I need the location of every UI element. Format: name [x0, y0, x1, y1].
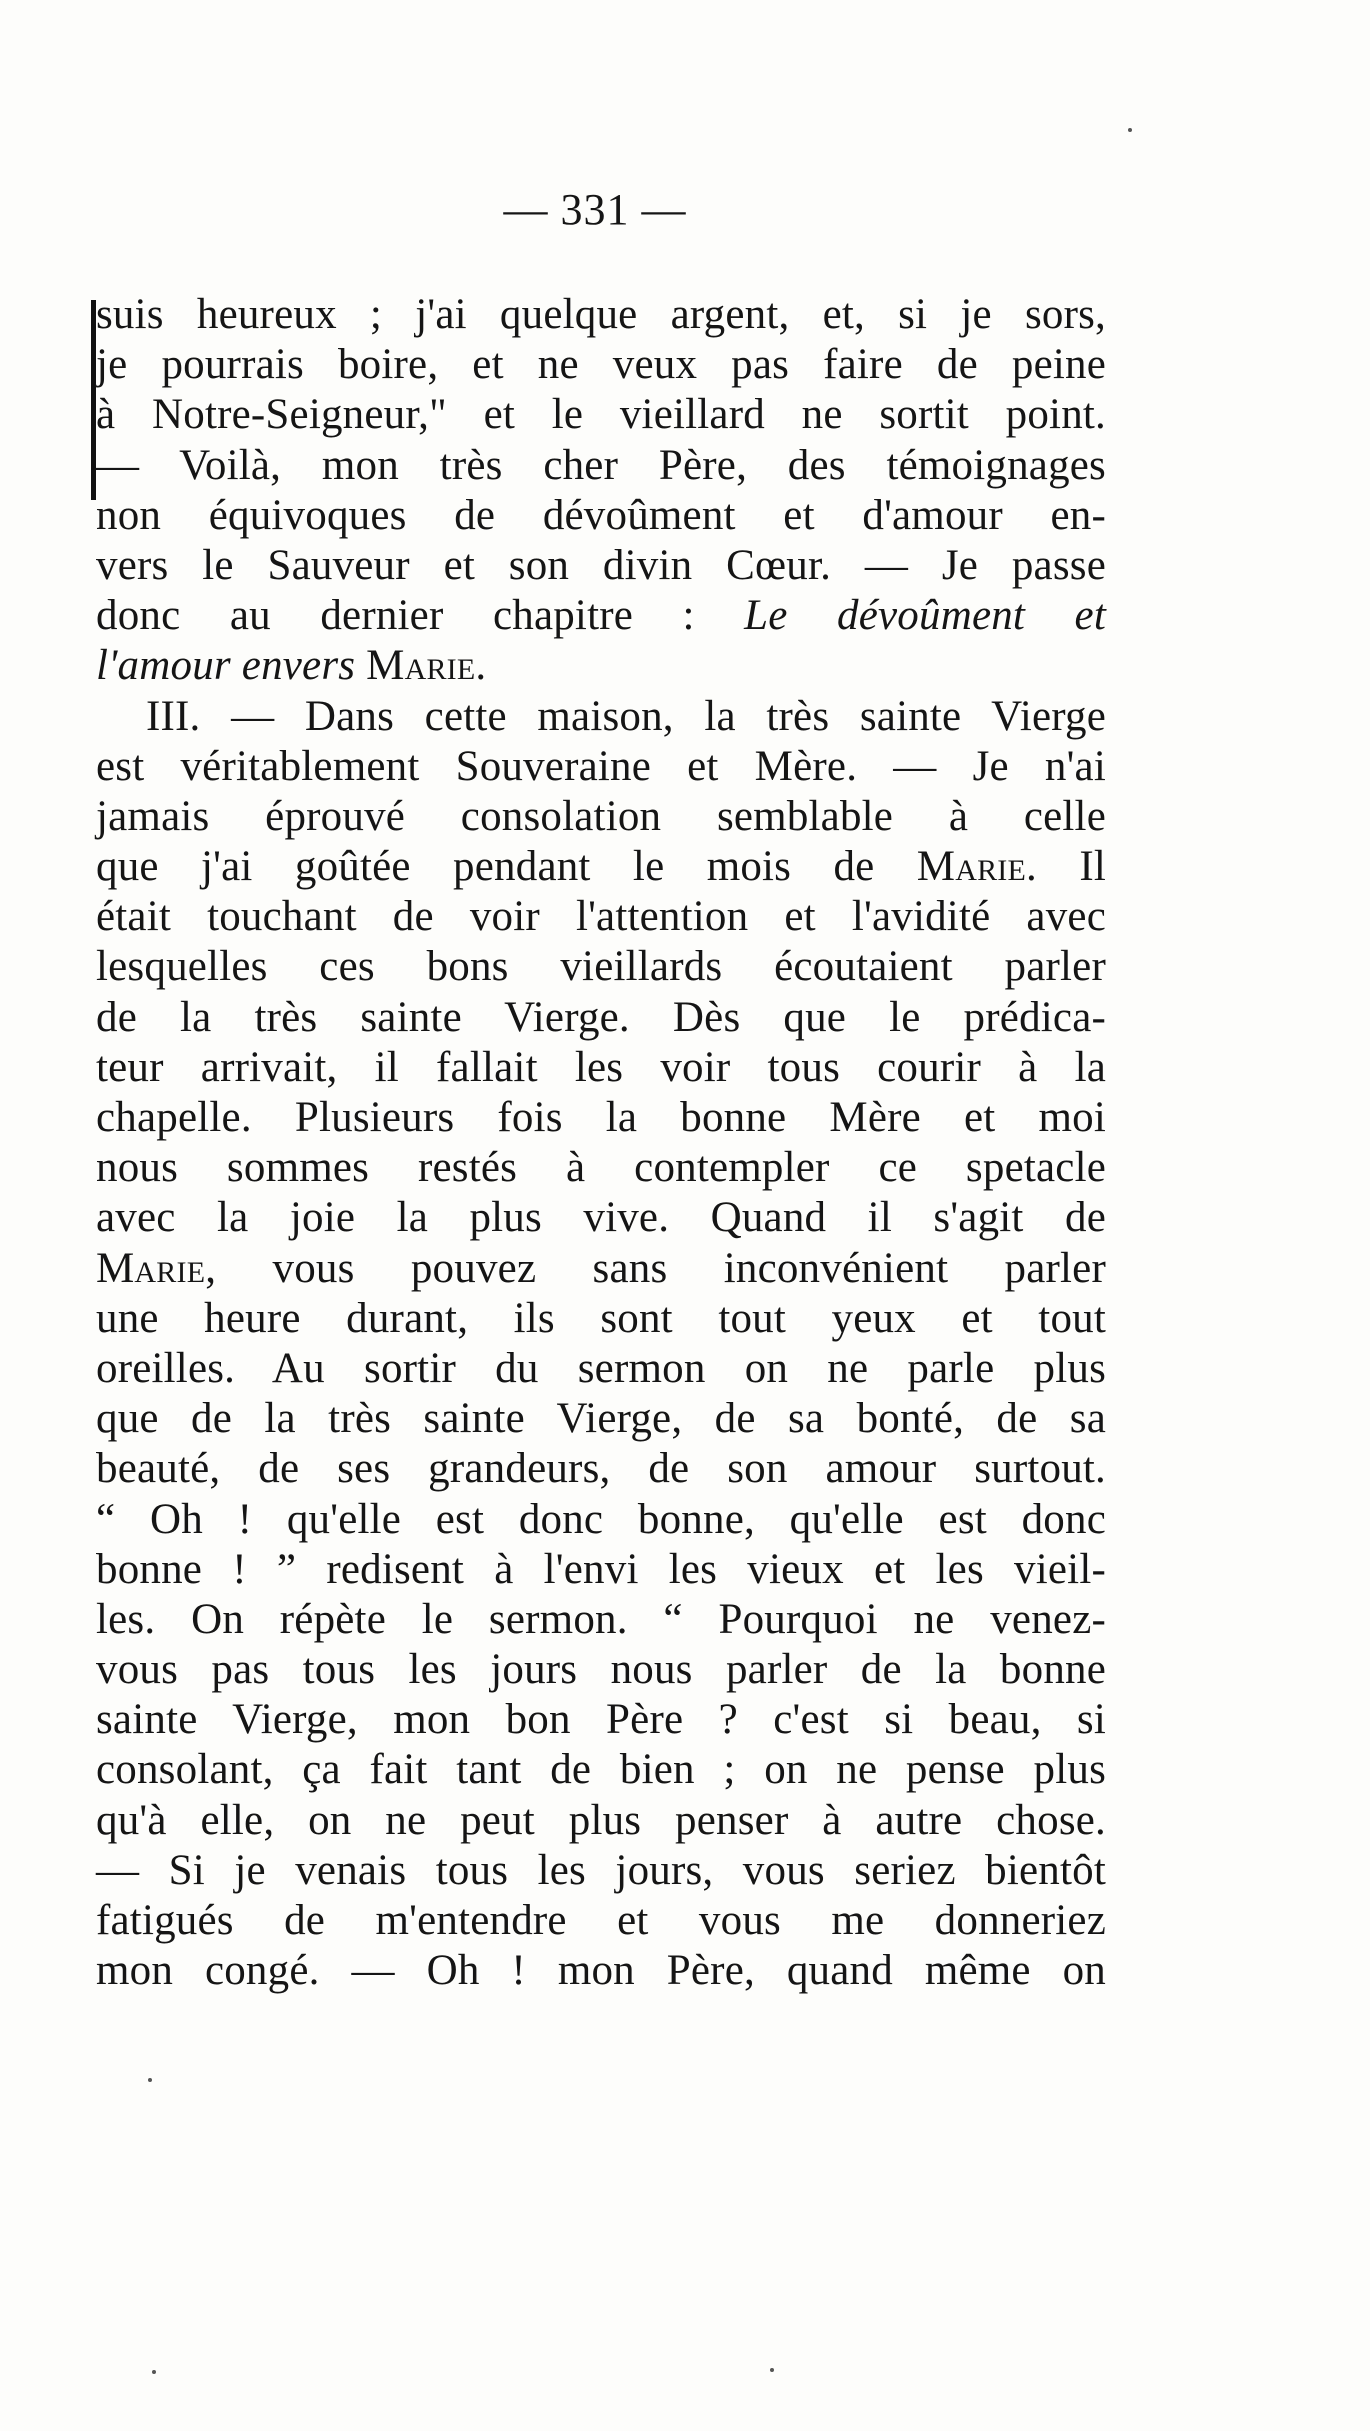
- text-line: [96, 290, 1106, 340]
- text-line: [96, 842, 1106, 892]
- print-speck: [1128, 128, 1132, 132]
- text-segment: non équivoques de dévoûment et d'amour en-: [96, 491, 1106, 539]
- text-segment: fatigués de m'entendre et vous me donneriez: [96, 1897, 1106, 1944]
- print-speck: [770, 2368, 774, 2372]
- text-line: [96, 692, 1106, 742]
- text-line: [96, 1946, 1106, 1996]
- body-text: [96, 290, 1106, 1996]
- text-segment: Marie: [916, 843, 1027, 891]
- text-segment: de la très sainte Vierge. Dès que le prédica-: [96, 993, 1106, 1041]
- text-segment: oreilles. Au sortir du sermon on ne parle plus: [96, 1344, 1106, 1392]
- text-segment: bonne ! ” redisent à l'envi les vieux et les vieil-: [96, 1545, 1106, 1593]
- text-line: [96, 491, 1106, 541]
- text-line: [96, 1143, 1106, 1193]
- text-segment: que j'ai goûtée pendant le mois de: [96, 843, 917, 891]
- text-line: [96, 742, 1106, 792]
- text-segment: chapelle. Plusieurs fois la bonne Mère et moi: [96, 1094, 1106, 1141]
- text-segment: une heure durant, ils sont tout yeux et tout: [96, 1294, 1106, 1342]
- text-line: [96, 1645, 1106, 1695]
- text-line: [96, 1495, 1106, 1545]
- print-speck: [148, 2078, 152, 2082]
- text-segment: beauté, de ses grandeurs, de son amour surtout.: [96, 1445, 1106, 1493]
- text-segment: mon congé. — Oh ! mon Père, quand même on: [96, 1947, 1106, 1995]
- text-segment: vous pas tous les jours nous parler de la bonne: [96, 1646, 1106, 1694]
- text-segment: vers le Sauveur et son divin Cœur. — Je passe: [96, 541, 1106, 589]
- text-line: [96, 340, 1106, 390]
- text-segment: avec la joie la plus vive. Quand il s'agit de: [96, 1194, 1106, 1242]
- text-line: [96, 1344, 1106, 1394]
- text-line: [96, 792, 1106, 842]
- text-line: [96, 1244, 1106, 1294]
- text-segment: que de la très sainte Vierge, de sa bonté, de sa: [96, 1395, 1106, 1443]
- text-segment: — Si je venais tous les jours, vous seriez bientôt: [96, 1846, 1106, 1894]
- text-line: [96, 1896, 1106, 1946]
- text-segment: suis heureux ; j'ai quelque argent, et, si je sors,: [96, 291, 1106, 338]
- text-segment: III. — Dans cette maison, la très sainte Vierge: [146, 692, 1106, 740]
- text-segment: je pourrais boire, et ne veux pas faire de peine: [96, 341, 1106, 389]
- text-line: [96, 1043, 1106, 1093]
- text-segment: était touchant de voir l'attention et l'avidité avec: [96, 893, 1106, 941]
- text-line: [96, 1846, 1106, 1896]
- text-line: [96, 390, 1106, 440]
- text-segment: qu'à elle, on ne peut plus penser à autre chose.: [96, 1796, 1106, 1844]
- text-segment: est véritablement Souveraine et Mère. — Je n'ai: [96, 742, 1106, 790]
- text-segment: , vous pouvez sans inconvénient parler: [205, 1244, 1106, 1292]
- text-segment: donc au dernier chapitre :: [96, 592, 745, 640]
- text-line: [96, 1545, 1106, 1595]
- text-line: [96, 1796, 1106, 1846]
- text-line: [96, 1695, 1106, 1745]
- text-line: [96, 1444, 1106, 1494]
- page-number: — 331 —: [503, 185, 687, 234]
- text-line: [96, 942, 1106, 992]
- text-segment: teur arrivait, il fallait les voir tous courir à la: [96, 1043, 1106, 1091]
- text-segment: Marie: [366, 642, 476, 690]
- text-line: [96, 993, 1106, 1043]
- text-segment: consolant, ça fait tant de bien ; on ne pense plus: [96, 1746, 1106, 1794]
- text-segment: les. On répète le sermon. “ Pourquoi ne venez-: [96, 1595, 1106, 1643]
- text-segment: .: [475, 642, 487, 690]
- text-line: [96, 541, 1106, 591]
- text-line: [96, 1193, 1106, 1243]
- text-line: [96, 892, 1106, 942]
- text-segment: — Voilà, mon très cher Père, des témoignages: [96, 441, 1106, 489]
- text-line: [96, 1745, 1106, 1795]
- text-segment: à Notre-Seigneur," et le vieillard ne sortit point.: [96, 391, 1106, 439]
- text-segment: . Il: [1026, 843, 1106, 891]
- text-segment: lesquelles ces bons vieillards écoutaient parler: [96, 943, 1106, 991]
- text-line: [96, 1595, 1106, 1645]
- text-line: [96, 441, 1106, 491]
- text-line: [96, 1394, 1106, 1444]
- text-line: [96, 591, 1106, 641]
- text-line: [96, 1093, 1106, 1143]
- text-line: [96, 1294, 1106, 1344]
- text-segment: sainte Vierge, mon bon Père ? c'est si beau, si: [96, 1696, 1106, 1744]
- text-segment: l'amour envers: [96, 642, 367, 690]
- text-segment: nous sommes restés à contempler ce spetacle: [96, 1144, 1106, 1192]
- text-segment: Marie: [96, 1244, 206, 1292]
- print-speck: [152, 2370, 156, 2374]
- text-segment: jamais éprouvé consolation semblable à celle: [96, 792, 1106, 840]
- text-line: [96, 641, 1106, 691]
- text-segment: “ Oh ! qu'elle est donc bonne, qu'elle est donc: [96, 1495, 1106, 1543]
- text-segment: Le dévoûment et: [744, 592, 1106, 640]
